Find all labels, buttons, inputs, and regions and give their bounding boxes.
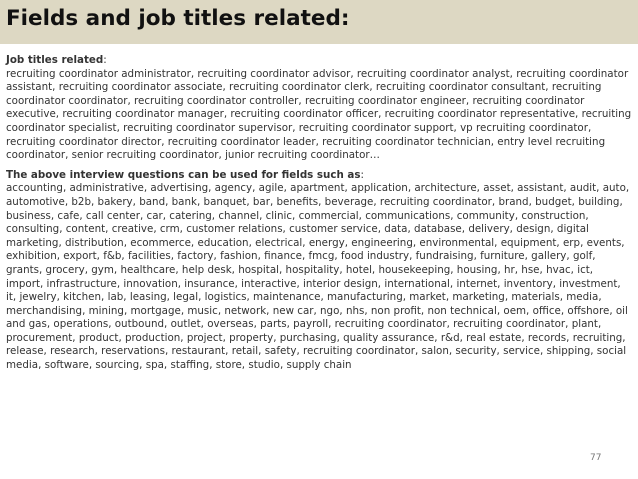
job-titles-list: recruiting coordinator administrator, recruiting coordinator advisor, recruiting coordinator analyst, recruiting coordinator assistant, recruiting coordinator associate, recruiting coordinator clerk, recruiting coordinator consultant, recruiting coordinator coordinator, recruiting coordinator controller, recruiting coordinator engineer, recruiting coordinator executive, recruiting coordinator manager, recruiting coordinator officer, recruiting coordinator representative, recruiting coordinator specialist, recruiting coordinator supervisor, recruiting coordinator support, vp recruiting coordinator, recruiting coordinator director, recruiting coordinator leader, recruiting coordinator technician, entry level recruiting coordinator, senior recruiting coordinator, junior recruiting coordinator… <box>6 67 632 162</box>
fields-heading <box>6 169 632 183</box>
fields-list: accounting, administrative, advertising, agency, agile, apartment, application, architecture, asset, assistant, audit, auto, automotive, b2b, bakery, band, bank, banquet, bar, benefits, beverage, recruiting coordinator, brand, budget, building, business, cafe, call center, car, catering, channel, clinic, commercial, communications, community, construction, consulting, content, creative, crm, customer relations, customer service, data, database, delivery, design, digital marketing, distribution, ecommerce, education, electrical, energy, engineering, environmental, equipment, erp, events, exhibition, export, f&b, facilities, factory, fashion, finance, fmcg, food industry, fundraising, furniture, gallery, golf, grants, grocery, gym, healthcare, help desk, hospital, hospitality, hotel, housekeeping, housing, hr, hse, hvac, ict, import, infrastructure, innovation, insurance, interactive, interior design, international, internet, inventory, investment, it, jewelry, kitchen, lab, leasing, legal, logistics, maintenance, manufacturing, market, marketing, materials, media, merchandising, mining, mortgage, music, network, new car, ngo, nhs, non profit, non technical, oem, office, offshore, oil and gas, operations, outbound, outlet, overseas, parts, payroll, recruiting coordinator, recruiting coordinator, plant, procurement, product, production, project, property, purchasing, quality assurance, r&d, real estate, records, recruiting, release, research, reservations, restaurant, retail, safety, recruiting coordinator, salon, security, service, shipping, social media, software, sourcing, spa, staffing, store, studio, supply chain <box>6 182 630 372</box>
slide-title: Fields and job titles related: <box>6 6 350 31</box>
job-titles-heading-text: Job titles related <box>6 54 104 66</box>
job-titles-heading <box>6 54 632 68</box>
slide-content <box>6 54 632 373</box>
page-number: 77 <box>590 453 602 463</box>
fields-heading-text: The above interview questions can be used for fields such as <box>6 168 361 181</box>
fields-heading-colon: : <box>360 168 364 181</box>
job-titles-heading-colon: : <box>103 54 107 66</box>
title-bar <box>0 0 638 44</box>
